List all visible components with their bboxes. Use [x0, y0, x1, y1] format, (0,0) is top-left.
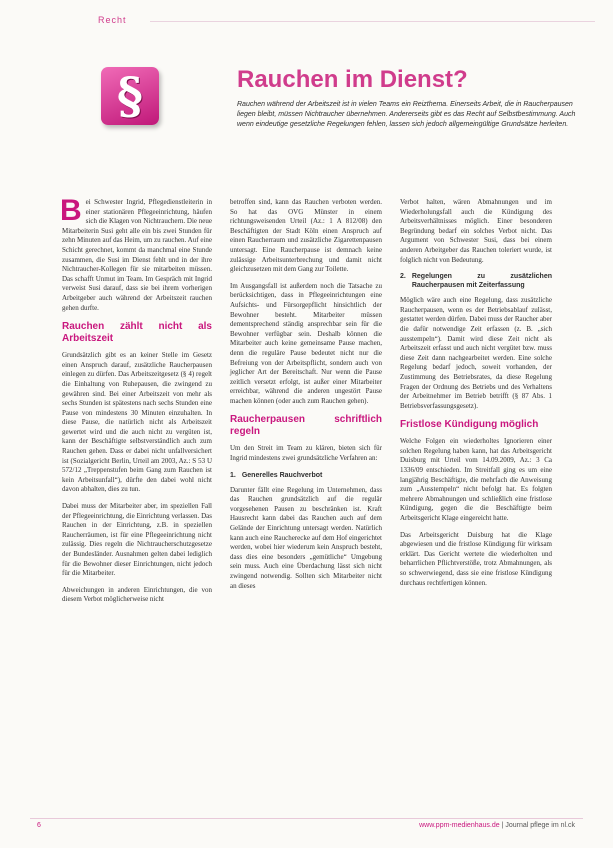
text-column-3: [400, 198, 552, 595]
body-paragraph: Das Arbeitsgericht Duisburg hat die Klage abgewiesen und die fristlose Kündigung für wirksam erklärt. Das Gericht wertete die wiederholten und beharrlichen Pflichtverstöße, trotz Abmahnungen, als so schwerwiegend, dass sie eine fristlose Kündigung durchaus rechtfertigen können.: [400, 530, 552, 587]
body-paragraph: Im Ausgangsfall ist außerdem noch die Tatsache zu berücksichtigen, dass in Pflegeeinrichtungen eine Aufsichts- und Fürsorgepflicht hinsichtlich der Bewohner besteht. Mitarbeiter müssen dementsprechend ständig ansprechbar sein für die Bewohner verfügbar sein. Deshalb können die Mitarbeiter auch keine gemeinsame Pause machen, denn die reguläre Pause bedeutet nicht nur die Befreiung von der Arbeitspflicht, sondern auch von jeglicher Art der Bereitschaft. Nur wenn die Pause zeitlich versetzt erfolgt, ist außer einer Mitarbeiter erreichbar, während die anderen ungestört Pause machen können (oder auch zum Rauchen gehen).: [230, 281, 382, 405]
text-column-2: [230, 198, 382, 598]
intro-text: ei Schwester Ingrid, Pflegedienstleiterin in einer stationären Pflegeeinrichtung, häufen sich die Klagen von Nichtrauchern. Die neue Mitarbeiterin Susi geht alle ein bis zwei Stunden für zehn Minuten auf das Heim, um zu rauchen. Auf eine Schicht gerechnet, kommt da manchmal eine Stunde zusammen, die Susi im Dienst fehlt und in der ihre Nichtraucher-Kollegen für sie mitarbeiten müssen. Das schafft Unmut im Team. Im Gespräch mit Ingrid verweist Susi darauf, dass sie bei ihrem vorherigen Arbeitgeber auch während der Arbeitszeit rauchen gehen durfte.: [62, 198, 212, 312]
header-divider: [150, 21, 595, 22]
body-paragraph: Grundsätzlich gibt es an keiner Stelle im Gesetz einen Anspruch darauf, zusätzliche Raucherpausen einlegen zu dürfen. Das Arbeitszeitgesetz (§ 4) regelt die Einhaltung von Ruhepausen, die zwingend zu gewähren sind. Bei einer Arbeitszeit von mehr als sechs Stunden ist spätestens nach sechs Stunden eine Pause von mindestens 30 Minuten einzuhalten. In diese Pause, die natürlich nicht als Arbeitszeit gewertet wird und die auch nicht zu vergüten ist, kann der Beschäftigte selbstverständlich auch zum Rauchen gehen. Dass er dabei nicht unfallversichert ist (Sozialgericht Berlin, Urteil am 2003, Az.: S 53 U 572/12 „Treppenstufen beim Gang zum Rauchen ist kein Arbeitsunfall“), dürfte den dabei wohl nicht davon abhalten, dies zu tun.: [62, 351, 212, 494]
paragraph-symbol-icon: [101, 67, 159, 125]
text-column-1: [60, 194, 212, 612]
footer-credit: [419, 822, 575, 829]
drop-cap: B: [60, 194, 82, 227]
body-paragraph: Um den Streit im Team zu klären, bieten sich für Ingrid mindestens zwei grundsätzliche Verfahren an:: [230, 444, 382, 463]
footer-magazine: | Journal pflege im nl.ck: [501, 822, 575, 829]
intro-paragraph: [60, 194, 212, 313]
footer-url[interactable]: www.ppm-medienhaus.de: [419, 822, 500, 829]
body-paragraph: Möglich wäre auch eine Regelung, dass zusätzliche Raucherpausen, wenn es der Betriebsablauf zulässt, gestattet werden dürfen. Dabei muss der Raucher aber die dafür notwendige Zeit erfassen (z. B. „sich ausstempeln“). Damit wird diese Zeit nicht als Arbeitszeit erfasst und auch nicht vergütet bzw. muss diese Zeit dann nachgearbeitet werden. Eine solche Regelung bedarf jedoch, soweit vorhanden, der Zustimmung des Betriebsrates, da diese Regelung Fragen der Ordnung des Betriebs und des Verhaltens der Arbeitnehmer im Betrieb betrifft (§ 87 Abs. 1 Betriebsverfassungsgesetz).: [400, 296, 552, 410]
subheading: Fristlose Kündigung möglich: [400, 419, 539, 431]
body-paragraph: Abweichungen in anderen Einrichtungen, die von diesem Verbot möglicherweise nicht: [62, 585, 212, 604]
body-paragraph: Darunter fällt eine Regelung im Unternehmen, dass das Rauchen grundsätzlich auf die regulär vorgesehenen Pausen zu beschränken ist. Kraft Hausrecht kann dabei das Rauchen auch auf dem Gelände der Einrichtung untersagt werden. Natürlich kann auch eine Raucherecke auf dem Hof eingerichtet werden, wobei hier wiederum kein Anspruch besteht, dass dies eine besonders „gemütliche“ Umgebung sein muss. Auch eine Überdachung lässt sich nicht zwingend notwendig. Sollten sich Mitarbeiter nicht an dieses: [230, 485, 382, 590]
heading-number: 2.: [400, 273, 406, 281]
heading-text: Regelungen zu zusätzlichen Raucherpausen mit Zeiterfassung: [411, 273, 552, 290]
numbered-heading: [400, 272, 552, 290]
body-paragraph: betroffen sind, kann das Rauchen verboten werden. So hat das OVG Münster in einem richtungsweisenden Urteil (Az.: 1 A 812/08) den Beschäftigten der Stadt Köln einen Anspruch auf einen Raucherraum und zusätzliche Zigarettenpausen untersagt. Eine Raucherpause ist demnach keine zulässige Arbeitsunterbrechung und damit nicht gleichzusetzen mit dem Gang zur Toilette.: [230, 198, 382, 274]
subheading: Rauchen zählt nicht als Arbeitszeit: [62, 321, 212, 345]
heading-number: 1.: [230, 471, 236, 479]
footer-divider: [30, 818, 583, 819]
article-title: Rauchen im Dienst?: [237, 66, 468, 93]
subheading: Raucherpausen schriftlich regeln: [230, 414, 382, 438]
article-lede: Rauchen während der Arbeitszeit ist in vielen Teams ein Reizthema. Einerseits Arbeit, die in Raucherpausen liegen bleibt, müssen Nichtraucher übernehmen. Andererseits gibt es das Recht auf Selbstbestimmung. Auch wenn eindeutige gesetzliche Regelungen fehlen, lassen sich jedoch allgemeingültige Grundsätze herleiten.: [237, 101, 576, 128]
paragraph-symbol: §: [116, 66, 144, 125]
body-paragraph: Verbot halten, wären Abmahnungen und im Wiederholungsfall auch die Kündigung des Arbeitsverhältnisses möglich. Einer besonderen Begründung bedarf ein solches Verbot nicht. Das Argument von Schwester Susi, dass bei einem anderen Arbeitgeber das Rauchen toleriert wurde, ist folglich nicht von Bedeutung.: [400, 198, 552, 264]
page-number: 6: [37, 822, 41, 829]
body-paragraph: Dabei muss der Mitarbeiter aber, im speziellen Fall der Pflegeeinrichtung, die Einrichtung verlassen. Das Rauchen in der Einrichtung, z.B. in speziellen Raucherräumen, ist für eine Pflegeeinrichtung nicht zulässig. Dies regeln die Nichtraucherschutzgesetze der Bundesländer. Ausnahmen gelten dabei lediglich für die Bewohner dieser Einrichtungen, nicht jedoch für die Mitarbeiter.: [62, 502, 212, 578]
numbered-heading: [230, 471, 382, 480]
heading-text: Generelles Rauchverbot: [241, 471, 323, 479]
body-paragraph: Welche Folgen ein wiederholtes Ignorieren einer solchen Regelung haben kann, hat das Arbeitsgericht Duisburg mit Urteil vom 14.09.2009, Az.: 3 Ca 1336/09 entschieden. Im Streitfall ging es um eine langjährig Beschäftigte, die mehrfach die Anweisung zum „Ausstempeln“ nicht befolgt hat. Es folgten mehrere Abmahnungen und schließlich eine fristlose Kündigung, gegen die die Beschäftigte beim Arbeitsgericht Klage eingereicht hatte.: [400, 437, 552, 523]
section-label: Recht: [98, 15, 127, 25]
